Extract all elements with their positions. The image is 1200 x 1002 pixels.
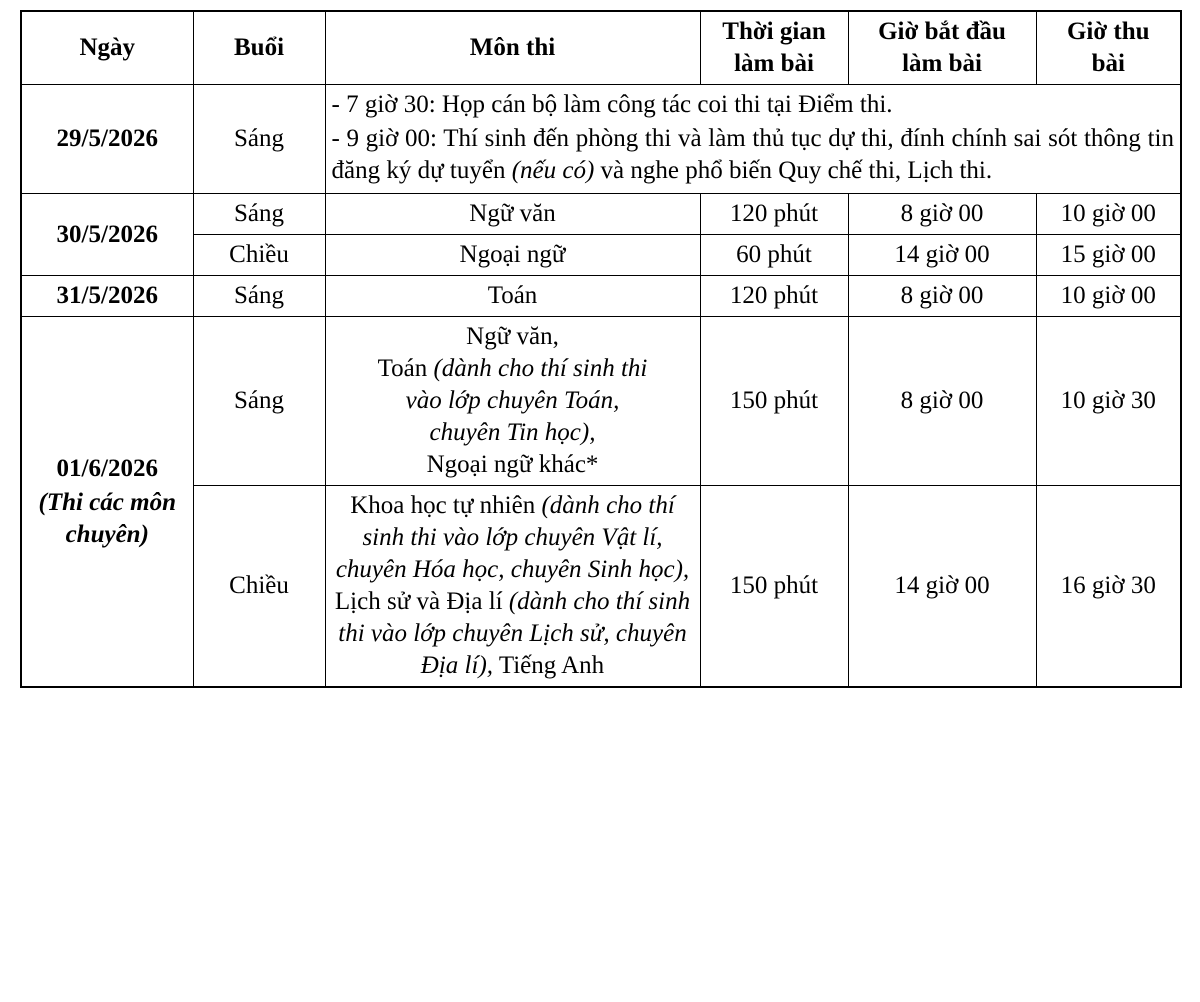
note-italic-fragment: (nếu có) bbox=[511, 157, 595, 184]
cell-day-01-6 bbox=[21, 317, 193, 688]
table-row bbox=[21, 194, 1181, 235]
table-body bbox=[21, 85, 1181, 688]
header-mon-thi: Môn thi bbox=[325, 11, 700, 85]
cell-subject-chuyen-chieu bbox=[325, 486, 700, 688]
cell-session-sang-30-5: Sáng bbox=[193, 194, 325, 235]
header-ngay: Ngày bbox=[21, 11, 193, 85]
subject-line-plain: Lịch sử và Địa lí bbox=[334, 588, 509, 615]
cell-day-01-6-date: 01/6/2026 bbox=[56, 454, 158, 482]
header-gio-bat-dau-line1: Giờ bắt đầu bbox=[878, 18, 1006, 45]
subject-line: cho thí sinh thi vào lớp bbox=[362, 492, 675, 551]
cell-session-chieu-01-6: Chiều bbox=[193, 486, 325, 688]
header-thoi-gian-line1: Thời gian bbox=[722, 18, 826, 45]
header-buoi: Buổi bbox=[193, 11, 325, 85]
subject-line: Ngữ văn, bbox=[466, 323, 559, 350]
subject-line-italic: (dành cho bbox=[508, 588, 610, 615]
cell-collect-15h: 15 giờ 00 bbox=[1036, 235, 1181, 276]
cell-start-14h-2: 14 giờ 00 bbox=[848, 486, 1036, 688]
subject-line: Ngoại ngữ khác* bbox=[426, 451, 599, 478]
cell-note-29-5 bbox=[325, 85, 1181, 194]
note-line-1: - 7 giờ 30: Họp cán bộ làm công tác coi thi tại Điểm thi. bbox=[331, 91, 893, 118]
cell-duration-120-2: 120 phút bbox=[700, 276, 848, 317]
cell-start-8h: 8 giờ 00 bbox=[848, 194, 1036, 235]
subject-line: thí sinh thi vào lớp chuyên bbox=[338, 588, 691, 647]
cell-session-29-5: Sáng bbox=[193, 85, 325, 194]
subject-line bbox=[350, 492, 600, 519]
cell-start-8h-2: 8 giờ 00 bbox=[848, 276, 1036, 317]
table-row bbox=[21, 85, 1181, 194]
cell-duration-60: 60 phút bbox=[700, 235, 848, 276]
header-gio-thu-bai bbox=[1036, 11, 1181, 85]
cell-session-chieu-30-5: Chiều bbox=[193, 235, 325, 276]
cell-collect-10h-2: 10 giờ 00 bbox=[1036, 276, 1181, 317]
subject-line: vào lớp chuyên Toán, bbox=[405, 387, 620, 414]
header-thoi-gian-lam-bai bbox=[700, 11, 848, 85]
subject-line-italic: (dành bbox=[541, 492, 600, 519]
cell-duration-120: 120 phút bbox=[700, 194, 848, 235]
cell-duration-150: 150 phút bbox=[700, 317, 848, 486]
subject-line: Lịch sử, chuyên Địa lí), bbox=[420, 620, 687, 679]
subject-line: học, chuyên Sinh học), bbox=[462, 556, 690, 583]
subject-line: chuyên Vật lí, chuyên Hóa bbox=[335, 524, 663, 583]
subject-line bbox=[332, 353, 694, 385]
cell-start-8h-3: 8 giờ 00 bbox=[848, 317, 1036, 486]
cell-session-sang-31-5: Sáng bbox=[193, 276, 325, 317]
cell-collect-16h30: 16 giờ 30 bbox=[1036, 486, 1181, 688]
subject-line bbox=[335, 588, 610, 615]
header-thoi-gian-line2: làm bài bbox=[734, 50, 814, 77]
cell-collect-10h: 10 giờ 00 bbox=[1036, 194, 1181, 235]
table-row bbox=[21, 276, 1181, 317]
table-header bbox=[21, 11, 1181, 85]
cell-start-14h: 14 giờ 00 bbox=[848, 235, 1036, 276]
cell-duration-150-2: 150 phút bbox=[700, 486, 848, 688]
subject-line-plain: Khoa học tự nhiên bbox=[350, 492, 542, 519]
header-gio-bat-dau-line2: làm bài bbox=[902, 50, 982, 77]
exam-schedule-table bbox=[20, 10, 1182, 688]
note-line-2: - 9 giờ 00: Thí sinh đến phòng thi và làm thủ tục dự thi, đính chính sai sót thông tin đăng ký dự tuyển (nếu có) và nghe phổ biến Quy chế thi, Lịch thi. bbox=[331, 125, 1174, 184]
subject-line-plain: Toán bbox=[377, 355, 434, 382]
subject-line-italic: (dành cho thí sinh thi bbox=[433, 355, 648, 382]
header-gio-thu-line2: bài bbox=[1091, 50, 1125, 77]
header-gio-bat-dau-lam-bai bbox=[848, 11, 1036, 85]
cell-day-30-5: 30/5/2026 bbox=[21, 194, 193, 276]
subject-line: Tiếng Anh bbox=[498, 652, 605, 679]
table-header-row bbox=[21, 11, 1181, 85]
cell-day-31-5: 31/5/2026 bbox=[21, 276, 193, 317]
cell-subject-ngoai-ngu: Ngoại ngữ bbox=[325, 235, 700, 276]
subject-line: chuyên Tin học), bbox=[429, 419, 596, 446]
cell-subject-ngu-van: Ngữ văn bbox=[325, 194, 700, 235]
table-row bbox=[21, 486, 1181, 688]
cell-day-29-5: 29/5/2026 bbox=[21, 85, 193, 194]
cell-collect-10h30: 10 giờ 30 bbox=[1036, 317, 1181, 486]
table-row bbox=[21, 317, 1181, 486]
cell-subject-toan: Toán bbox=[325, 276, 700, 317]
header-gio-thu-line1: Giờ thu bbox=[1066, 18, 1150, 45]
cell-session-sang-01-6: Sáng bbox=[193, 317, 325, 486]
cell-day-01-6-note: (Thi các môn chuyên) bbox=[38, 488, 176, 548]
cell-subject-chuyen-sang bbox=[325, 317, 700, 486]
table-row bbox=[21, 235, 1181, 276]
